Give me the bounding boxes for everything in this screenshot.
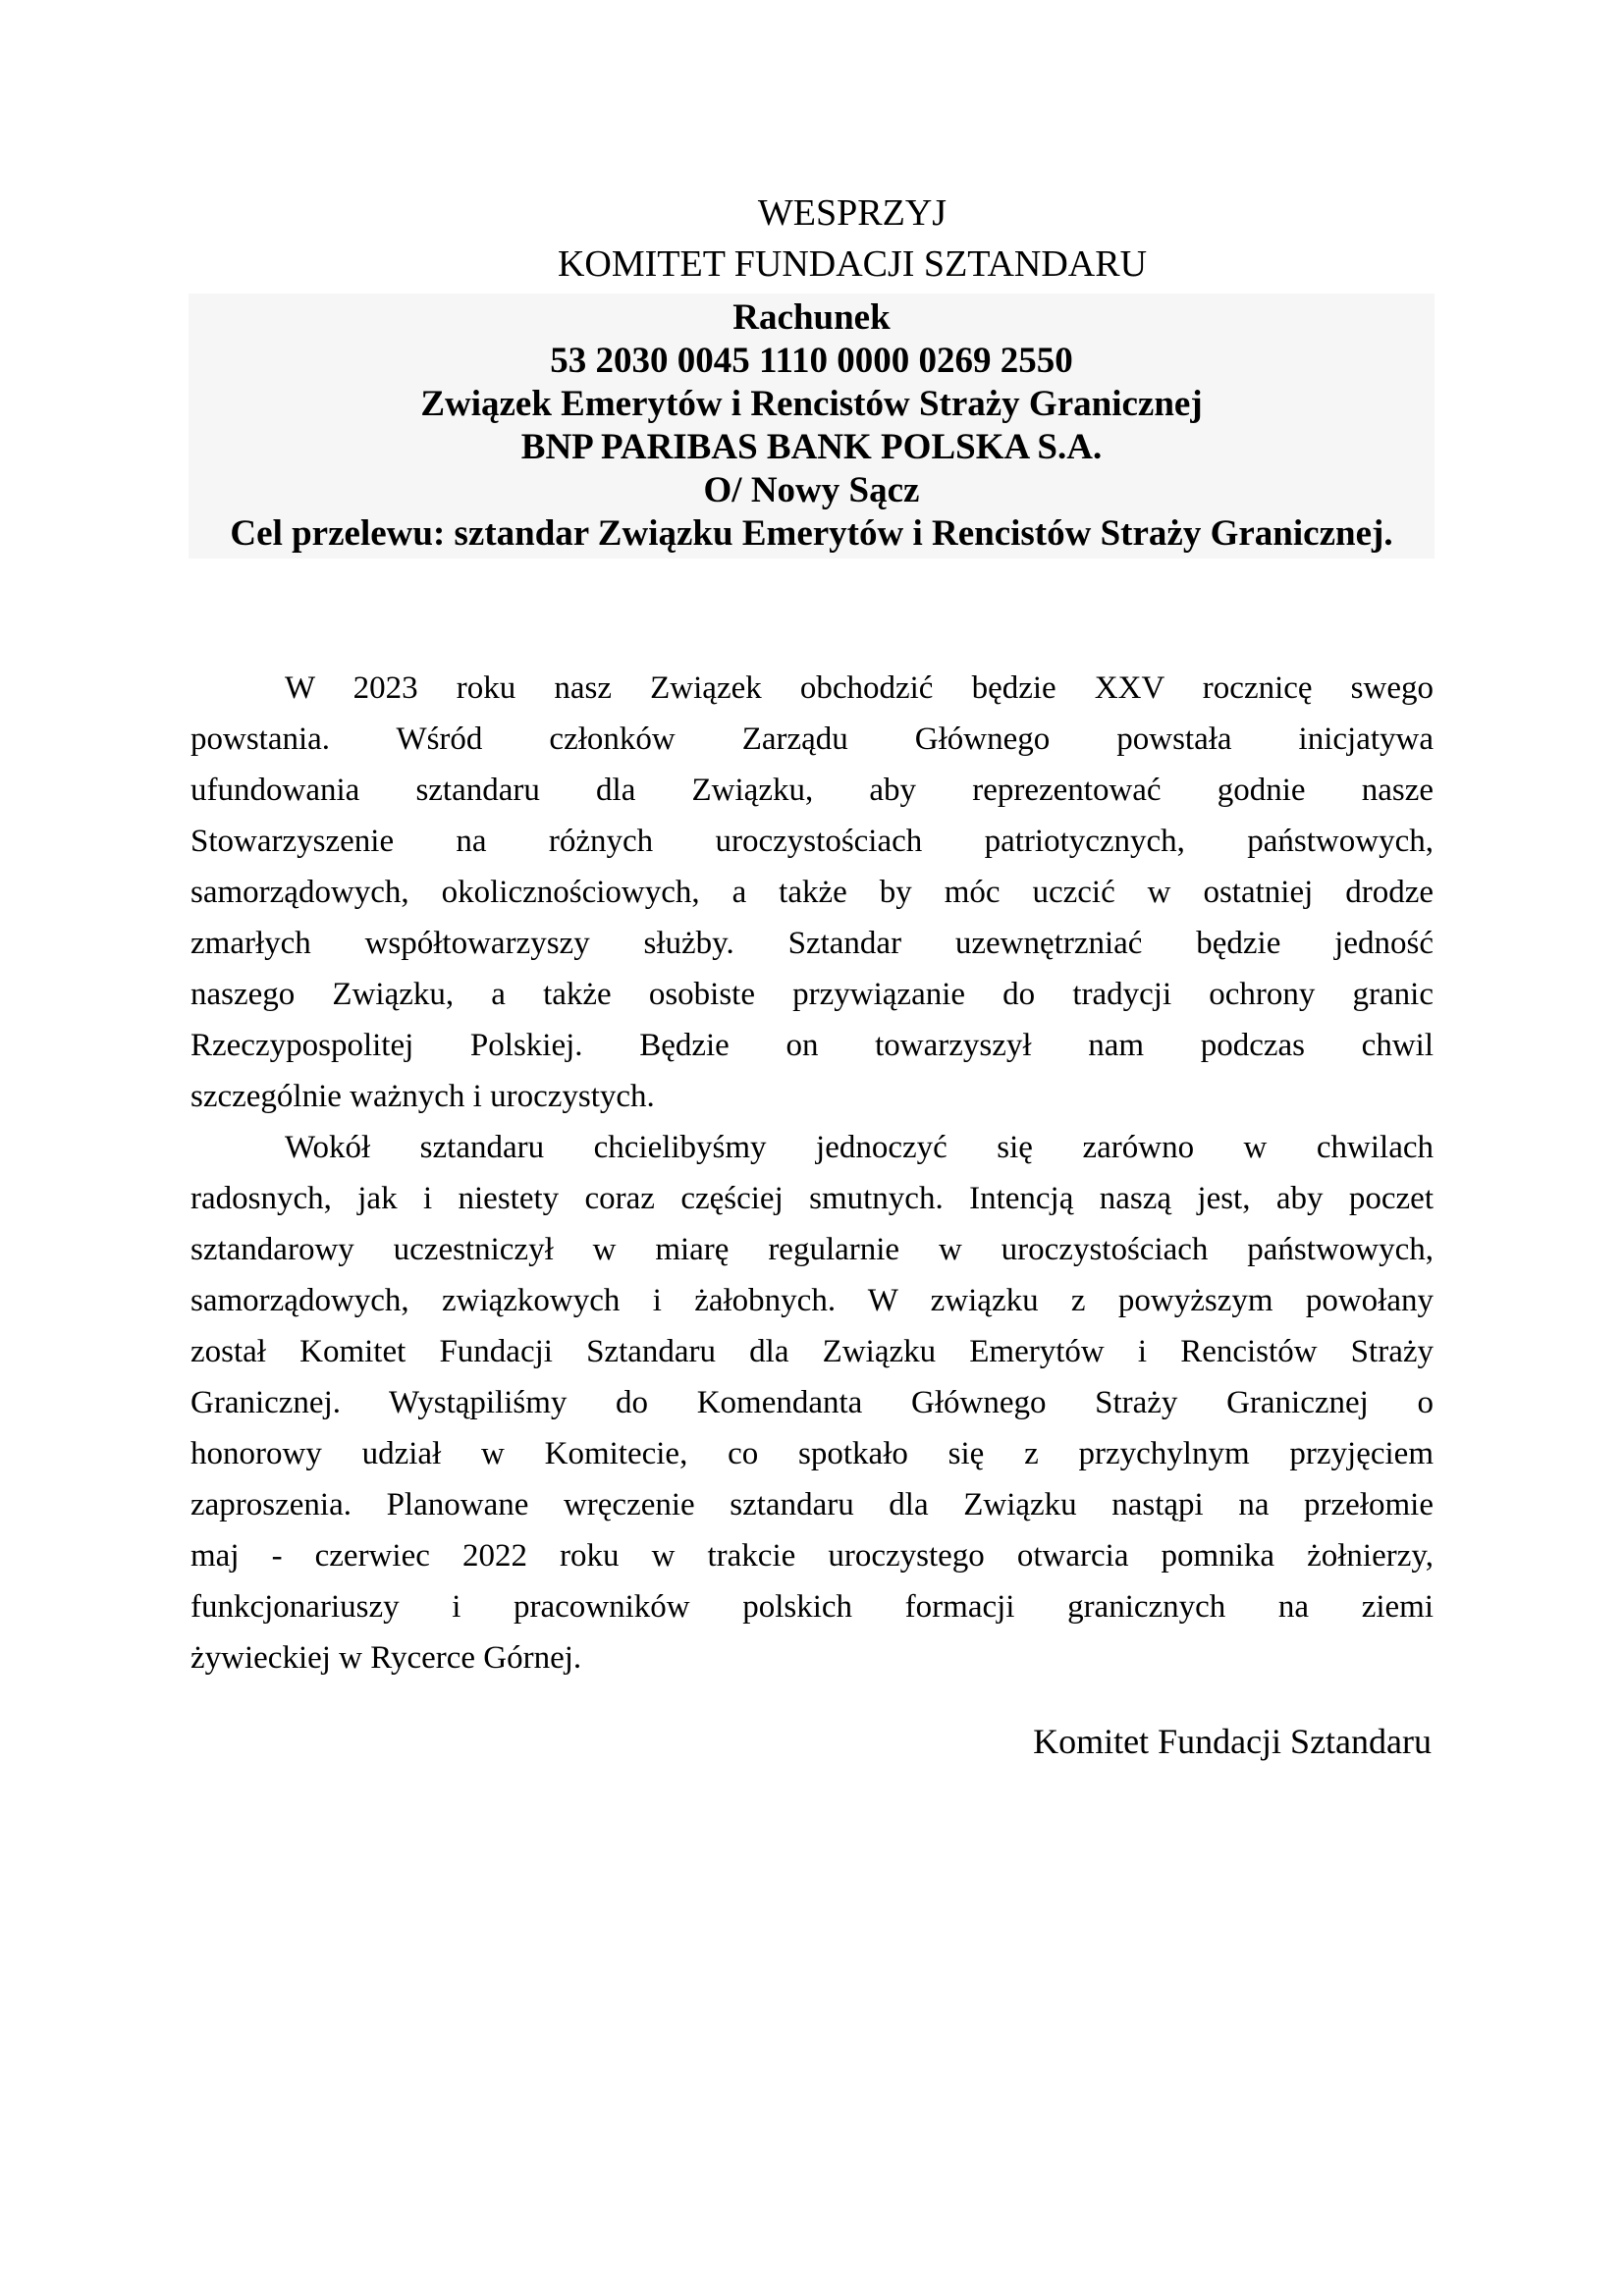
text-line: radosnych, jak i niestety coraz częściej smutnych. Intencją naszą jest, aby poczet [190,1181,1434,1216]
text-line: żywieckiej w Rycerce Górnej. [190,1640,582,1676]
text-line: honorowy udział w Komitecie, co spotkało się z przychylnym przyjęciem [190,1436,1434,1471]
text-line: samorządowych, okolicznościowych, a także by móc uczcić w ostatniej drodze [190,875,1434,910]
text-line: ufundowania sztandaru dla Związku, aby reprezentować godnie nasze [190,773,1434,808]
text-line: zmarłych współtowarzyszy służby. Sztandar uzewnętrzniać będzie jedność [190,926,1434,961]
text-line: Stowarzyszenie na różnych uroczystościach patriotycznych, państwowych, [190,824,1434,859]
paragraph-1 [190,663,1434,1122]
header-title: WESPRZYJ [757,192,947,234]
account-line: Cel przelewu: sztandar Związku Emerytów i Rencistów Straży Granicznej. [230,513,1393,554]
text-line: funkcjonariuszy i pracowników polskich formacji granicznych na ziemi [190,1589,1434,1625]
account-line: Związek Emerytów i Rencistów Straży Granicznej [420,384,1203,424]
letter-body [190,663,1434,1683]
account-line: 53 2030 0045 1110 0000 0269 2550 [550,341,1073,381]
text-line: został Komitet Fundacji Sztandaru dla Związku Emerytów i Rencistów Straży [190,1334,1434,1369]
account-line: O/ Nowy Sącz [703,470,920,510]
text-line: W 2023 roku nasz Związek obchodzić będzie XXV rocznicę swego [285,670,1434,706]
signature: Komitet Fundacji Sztandaru [1033,1722,1432,1761]
document-header [81,187,1624,290]
header-subtitle: KOMITET FUNDACJI SZTANDARU [557,243,1148,285]
text-line: samorządowych, związkowych i żałobnych. W związku z powyższym powołany [190,1283,1434,1318]
text-line: powstania. Wśród członków Zarządu Głównego powstała inicjatywa [190,721,1434,757]
paragraph-2 [190,1122,1434,1683]
account-line: BNP PARIBAS BANK POLSKA S.A. [520,427,1103,467]
text-line: maj - czerwiec 2022 roku w trakcie uroczystego otwarcia pomnika żołnierzy, [190,1538,1434,1574]
text-line: szczególnie ważnych i uroczystych. [190,1079,655,1114]
text-line: Rzeczypospolitej Polskiej. Będzie on towarzyszył nam podczas chwil [190,1028,1434,1063]
account-box [189,294,1435,559]
text-line: Wokół sztandaru chcielibyśmy jednoczyć się zarówno w chwilach [285,1130,1434,1165]
account-line: Rachunek [732,297,891,338]
text-line: Granicznej. Wystąpiliśmy do Komendanta Głównego Straży Granicznej o [190,1385,1434,1420]
text-line: zaproszenia. Planowane wręczenie sztandaru dla Związku nastąpi na przełomie [190,1487,1434,1522]
text-line: sztandarowy uczestniczył w miarę regularnie w uroczystościach państwowych, [190,1232,1434,1267]
text-line: naszego Związku, a także osobiste przywiązanie do tradycji ochrony granic [190,977,1434,1012]
